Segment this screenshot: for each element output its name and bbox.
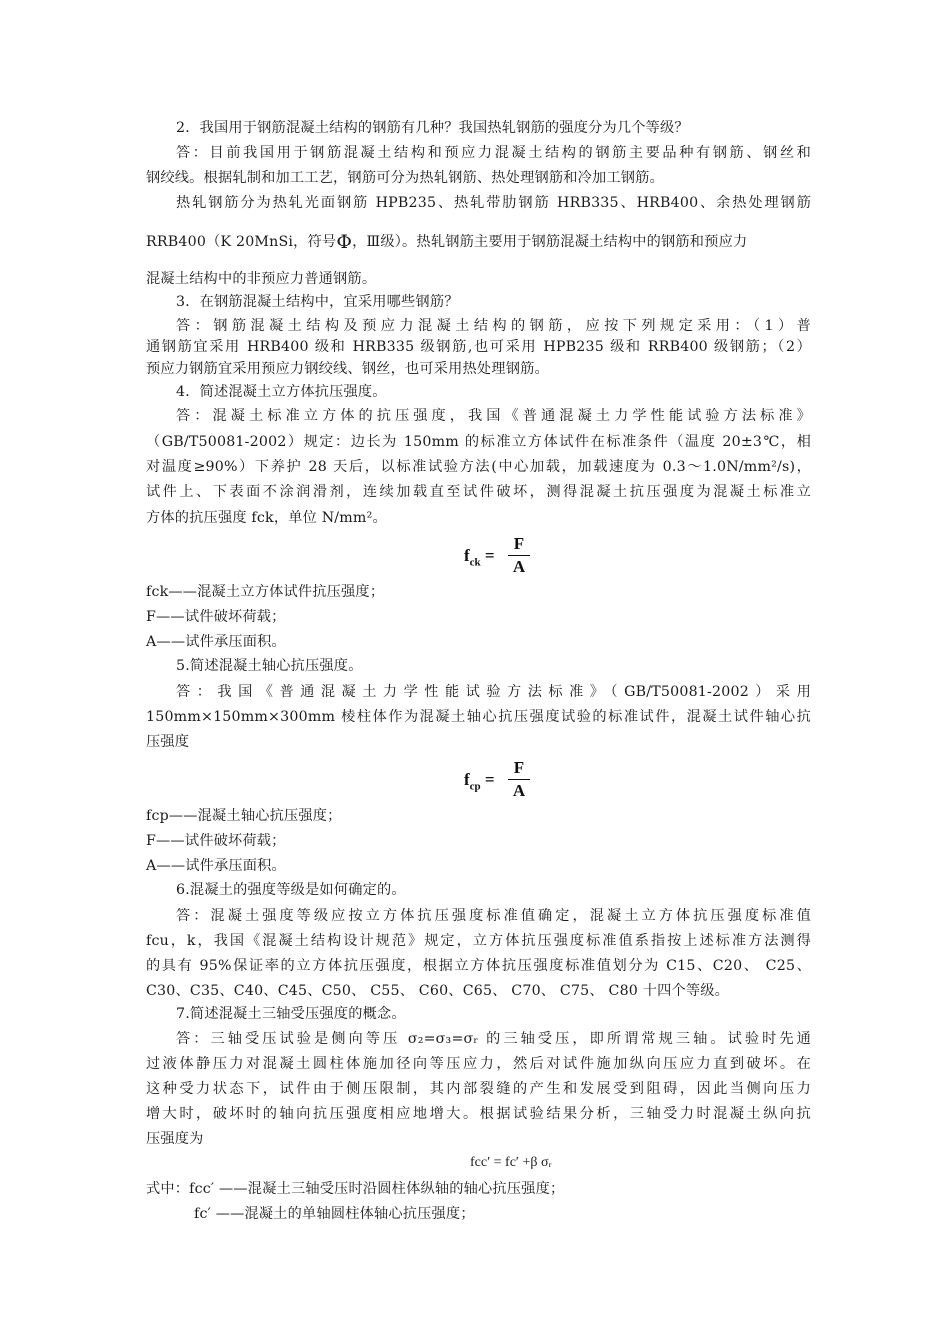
formula-cube-strength <box>464 534 534 580</box>
answer-6-line-1: 答：混凝土强度等级应按立方体抗压强度标准值确定，混凝土立方体抗压强度标准值 <box>176 908 811 924</box>
formula-fraction: F A <box>508 534 530 577</box>
answer-2-line-4-end: ，Ⅲ级）。热轧钢筋主要用于钢筋混凝土结构中的钢筋和预应力 <box>352 234 748 250</box>
answer-2-line-2: 钢绞线。根据轧制和加工工艺，钢筋可分为热轧钢筋、热处理钢筋和冷加工钢筋。 <box>146 170 664 186</box>
answer-7-line-4: 增大时，破坏时的轴向抗压强度相应地增大。根据试验结果分析，三轴受力时混凝土纵向抗 <box>146 1106 811 1122</box>
answer-3-line-1: 答：钢筋混凝土结构及预应力混凝土结构的钢筋，应按下列规定采用：（1）普 <box>176 318 811 334</box>
answer-2-line-3: 热轧钢筋分为热轧光面钢筋 HPB235、热轧带肋钢筋 HRB335、HRB400、余热处理钢筋 <box>176 195 811 211</box>
definition-f: F——试件破坏荷载； <box>146 609 286 625</box>
answer-2-line-5: 混凝土结构中的非预应力普通钢筋。 <box>146 271 377 287</box>
question-4: 4．简述混凝土立方体抗压强度。 <box>176 384 387 400</box>
answer-4-line-1: 答：混凝土标准立方体的抗压强度，我国《普通混凝土力学性能试验方法标准》 <box>176 408 811 424</box>
answer-2-line-4 <box>146 232 811 252</box>
rebar-grade-symbol: Φ <box>336 231 353 253</box>
answer-7-line-1: 答：三轴受压试验是侧向等压 σ₂=σ₃=σᵣ 的三轴受压，即所谓常规三轴。试验时先通 <box>176 1031 811 1047</box>
formula-lhs: $f_{ck}$ = <box>464 546 495 569</box>
definition-fck: fck——混凝土立方体试件抗压强度； <box>146 584 385 600</box>
answer-7-line-5: 压强度为 <box>146 1131 204 1147</box>
answer-3-line-2: 通钢筋宜采用 HRB400 级和 HRB335 级钢筋,也可采用 HPB235 级和 RRB400 级钢筋；（2） <box>146 339 811 355</box>
definition-a-2: A——试件承压面积。 <box>146 858 286 874</box>
answer-5-line-1: 答：我国《普通混凝土力学性能试验方法标准》（GB/T50081-2002）采用 <box>176 684 811 700</box>
answer-6-line-2: fcu，k，我国《混凝土结构设计规范》规定，立方体抗压强度标准值系指按上述标准方法测得 <box>146 933 811 949</box>
answer-6-line-3: 的具有 95%保证率的立方体抗压强度，根据立方体抗压强度标准值划分为 C15、C20、 C25、 <box>146 958 811 974</box>
formula-lhs: $f_{cp}$ = <box>464 770 495 793</box>
answer-5-line-3: 压强度 <box>146 734 190 750</box>
answer-5-line-2: 150mm×150mm×300mm 棱柱体作为混凝土轴心抗压强度试验的标准试件，混凝土试件轴心抗 <box>146 709 811 725</box>
answer-7-line-3: 这种受力状态下，试件由于侧压限制，其内部裂缝的产生和发展受到阻碍，因此当侧向压力 <box>146 1081 811 1097</box>
question-7: 7.简述混凝土三轴受压强度的概念。 <box>176 1006 406 1022</box>
definition-fc: fc′ ——混凝土的单轴圆柱体轴心抗压强度； <box>194 1206 475 1222</box>
answer-7-line-2: 过液体静压力对混凝土圆柱体施加径向等压应力，然后对试件施加纵向压应力直到破坏。在 <box>146 1056 811 1072</box>
definition-f-2: F——试件破坏荷载； <box>146 833 286 849</box>
definition-fcp: fcp——混凝土轴心抗压强度； <box>146 808 342 824</box>
answer-4-line-2: （GB/T50081-2002）规定：边长为 150mm 的标准立方体试件在标准条件（温度 20±3℃，相 <box>146 434 811 450</box>
definition-fcc: 式中：fcc′ ——混凝土三轴受压时沿圆柱体纵轴的轴心抗压强度； <box>146 1181 565 1197</box>
answer-2-line-1: 答：目前我国用于钢筋混凝土结构和预应力混凝土结构的钢筋主要品种有钢筋、钢丝和 <box>176 145 811 161</box>
question-5: 5.简述混凝土轴心抗压强度。 <box>176 658 363 674</box>
question-2: 2．我国用于钢筋混凝土结构的钢筋有几种？我国热轧钢筋的强度分为几个等级？ <box>176 120 689 136</box>
answer-6-line-4: C30、C35、C40、C45、C50、 C55、 C60、C65、 C70、 C75、 C80 十四个等级。 <box>146 983 730 999</box>
formula-fraction: F A <box>508 758 530 801</box>
answer-2-line-4-start: RRB400（K 20MnSi，符号 <box>146 234 337 250</box>
question-3: 3．在钢筋混凝土结构中，宜采用哪些钢筋？ <box>176 294 459 310</box>
answer-3-line-3: 预应力钢筋宜采用预应力钢绞线、钢丝，也可采用热处理钢筋。 <box>146 361 549 377</box>
answer-4-line-3: 对温度≥90%）下养护 28 天后，以标准试验方法(中心加载，加载速度为 0.3～1.0N/mm²/s)， <box>146 459 811 475</box>
answer-4-line-5: 方体的抗压强度 fck，单位 N/mm²。 <box>146 510 387 526</box>
question-6: 6.混凝土的强度等级是如何确定的。 <box>176 882 406 898</box>
formula-axial-strength <box>464 758 534 804</box>
answer-4-line-4: 试件上、下表面不涂润滑剂，连续加载直至试件破坏，测得混凝土抗压强度为混凝土标准立 <box>146 484 811 500</box>
triaxial-equation: fcc′ = fc′ +β σᵣ <box>470 1155 552 1170</box>
definition-a: A——试件承压面积。 <box>146 634 286 650</box>
